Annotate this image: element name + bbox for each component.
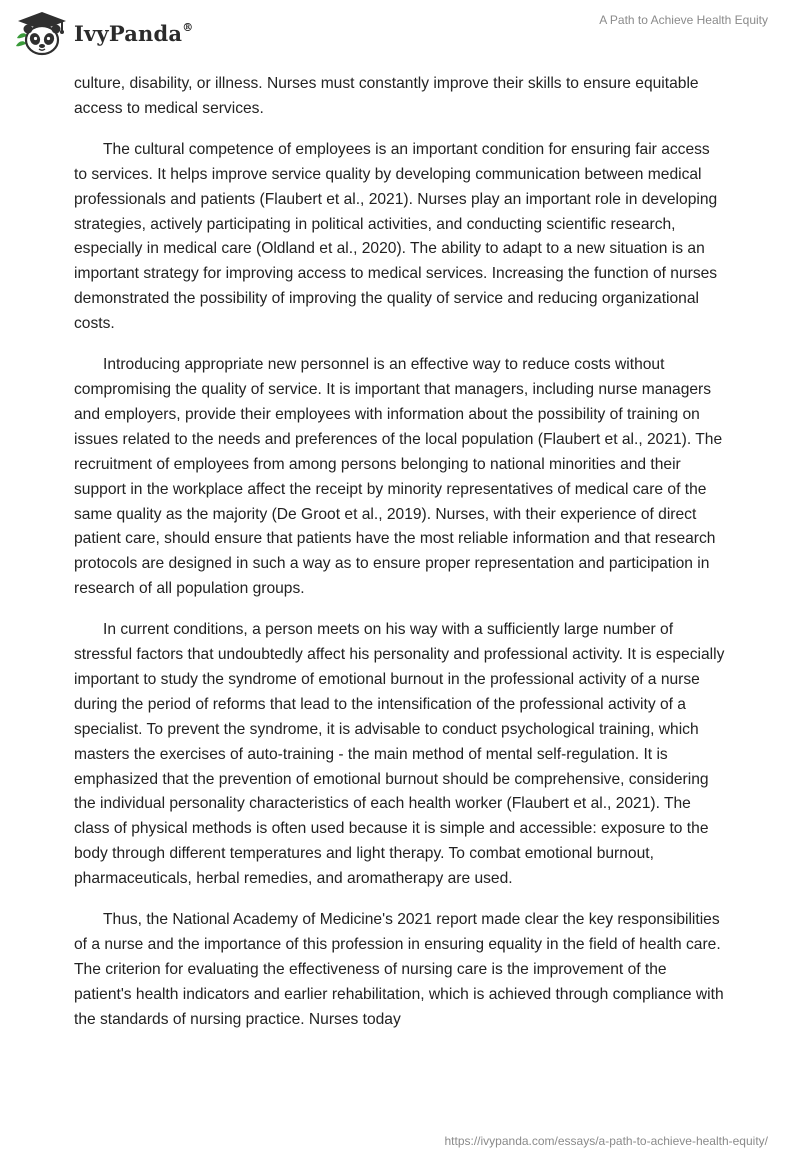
source-url[interactable]: https://ivypanda.com/essays/a-path-to-achieve-health-equity/ [444,1134,768,1148]
brand-logo[interactable] [14,10,193,56]
page-title: A Path to Achieve Health Equity [599,13,768,27]
article-paragraph: In current conditions, a person meets on his way with a sufficiently large number of stressful factors that undoubtedly affect his personality and professional activity. It is especially important to study the syndrome of emotional burnout in the professional activity of a nurse during the period of reforms that lead to the intensification of the professional activity of a specialist. To prevent the syndrome, it is advisable to conduct psychological training, which masters the exercises of auto-training - the main method of mental self-regulation. It is emphasized that the prevention of emotional burnout should be comprehensive, considering the individual personality characteristics of each health worker (Flaubert et al., 2021). The class of physical methods is often used because it is simple and accessible: exposure to the body through different temperatures and light therapy. To combat emotional burnout, pharmaceuticals, herbal remedies, and aromatherapy are used. [74,621,725,888]
article-body [74,72,726,1049]
brand-name: IvyPanda® [74,20,194,46]
page-header [0,0,800,70]
article-paragraph: culture, disability, or illness. Nurses must constantly improve their skills to ensure equitable access to medical services. [74,75,699,117]
panda-graduation-cap-icon [14,10,70,56]
article-paragraph: Thus, the National Academy of Medicine's 2021 report made clear the key responsibilities of a nurse and the importance of this profession in ensuring equality in the field of health care. The criterion for evaluating the effectiveness of nursing care is the improvement of the patient's health indicators and earlier rehabilitation, which is achieved through compliance with the standards of nursing practice. Nurses today [74,911,724,1028]
registered-mark: ® [182,20,194,34]
article-paragraph: Introducing appropriate new personnel is an effective way to reduce costs without compromising the quality of service. It is important that managers, including nurse managers and employers, provide their employees with information about the possibility of training on issues related to the needs and preferences of the local population (Flaubert et al., 2021). The recruitment of employees from among persons belonging to national minorities and their support in the workplace affect the receipt by minority representatives of medical care of the same quality as the majority (De Groot et al., 2019). Nurses, with their experience of direct patient care, should ensure that patients have the most reliable information and that research protocols are designed in such a way as to ensure proper representation and participation in research of all population groups. [74,356,723,598]
article-paragraph: The cultural competence of employees is an important condition for ensuring fair access to services. It helps improve service quality by developing communication between medical professionals and patients (Flaubert et al., 2021). Nurses play an important role in developing strategies, actively participating in political activities, and conducting scientific research, especially in medical care (Oldland et al., 2020). The ability to adapt to a new situation is an important strategy for improving access to medical services. Increasing the function of nurses demonstrated the possibility of improving the quality of service and reducing organizational costs. [74,140,718,333]
